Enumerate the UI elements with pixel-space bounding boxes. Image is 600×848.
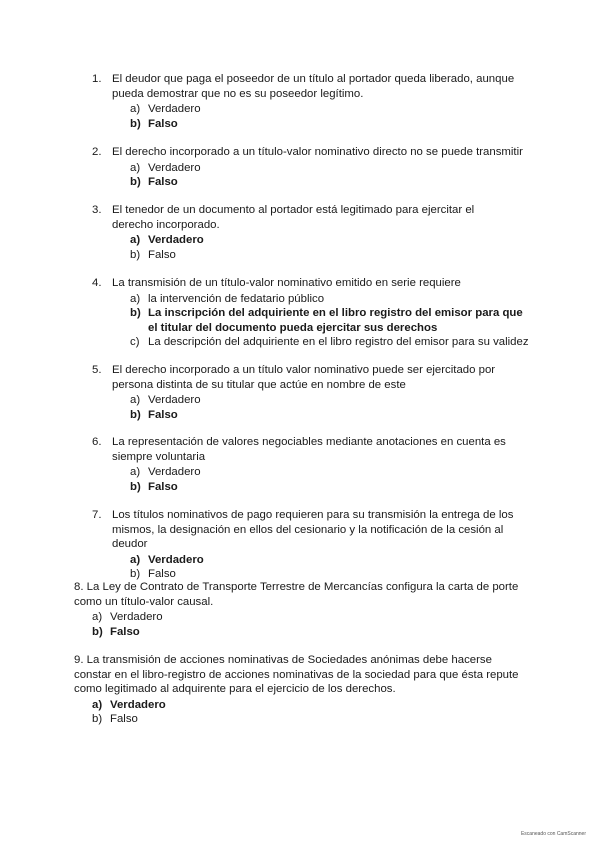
question-number: 9. (74, 654, 84, 666)
option-a: a) la intervención de fedatario público (130, 292, 325, 305)
option-b-correct: b) La inscripción del adquiriente en el libro registro del emisor para que el titular del documento pueda ejercitar sus derechos (130, 307, 523, 334)
option-b-correct: b) Falso (130, 408, 178, 421)
option-b: b) Falso (92, 713, 138, 726)
question-text: El derecho incorporado a un título-valor nominativo directo no se puede transmitir (112, 146, 523, 158)
option-b: b) Falso (130, 248, 176, 261)
option-a-correct: a) Verdadero (130, 234, 204, 247)
question-7 (92, 508, 542, 582)
question-text: Los títulos nominativos de pago requieren para su transmisión la entrega de los mismos, la designación en ellos del cesionario y la notificación de la cesión al deudor (112, 509, 514, 551)
question-5 (92, 363, 532, 422)
question-1 (92, 72, 532, 131)
question-9 (74, 653, 544, 727)
option-c: c) La descripción del adquiriente en el libro registro del emisor para su validez (130, 336, 529, 349)
option-a: a) Verdadero (92, 611, 163, 624)
question-2 (92, 145, 532, 190)
question-text: El tenedor de un documento al portador está legitimado para ejercitar el derecho incorporado. (112, 204, 475, 231)
question-text: 9. La transmisión de acciones nominativas de Sociedades anónimas debe hacerse constar en el libro-registro de acciones nominativas de la sociedad para que ésta repute como legitimado al adquirente para el ejercicio de los derechos. (74, 654, 519, 696)
question-6 (92, 435, 532, 494)
option-a: a) Verdadero (130, 103, 201, 116)
option-b-correct: b) Falso (92, 625, 140, 638)
option-b: b) Falso (130, 568, 176, 581)
option-b-correct: b) Falso (130, 117, 178, 130)
question-text: La representación de valores negociables mediante anotaciones en cuenta es siempre voluntaria (112, 436, 506, 463)
question-number: 6. (92, 436, 102, 448)
option-a-correct: a) Verdadero (130, 553, 204, 566)
question-3 (92, 203, 532, 262)
scanner-watermark: Escaneado con CamScanner (520, 831, 586, 838)
option-a: a) Verdadero (130, 161, 201, 174)
question-text: 8. La Ley de Contrato de Transporte Terrestre de Mercancías configura la carta de porte como un título-valor causal. (74, 581, 519, 608)
question-4 (92, 276, 532, 350)
option-a-correct: a) Verdadero (92, 698, 166, 711)
question-text: La transmisión de un título-valor nominativo emitido en serie requiere (112, 277, 461, 289)
question-number: 7. (92, 509, 102, 521)
question-number: 3. (92, 204, 102, 216)
option-b-correct: b) Falso (130, 176, 178, 189)
question-text: El deudor que paga el poseedor de un título al portador queda liberado, aunque pueda demostrar que no es su poseedor legítimo. (112, 73, 515, 100)
question-8 (74, 580, 544, 639)
question-number: 2. (92, 146, 102, 158)
question-text: El derecho incorporado a un título valor nominativo puede ser ejercitado por persona distinta de su titular que actúe en nombre de este (112, 364, 496, 391)
option-b-correct: b) Falso (130, 480, 178, 493)
option-a: a) Verdadero (130, 394, 201, 407)
question-number: 8. (74, 581, 84, 593)
question-number: 5. (92, 364, 102, 376)
option-a: a) Verdadero (130, 466, 201, 479)
question-number: 1. (92, 73, 102, 85)
question-number: 4. (92, 277, 102, 289)
